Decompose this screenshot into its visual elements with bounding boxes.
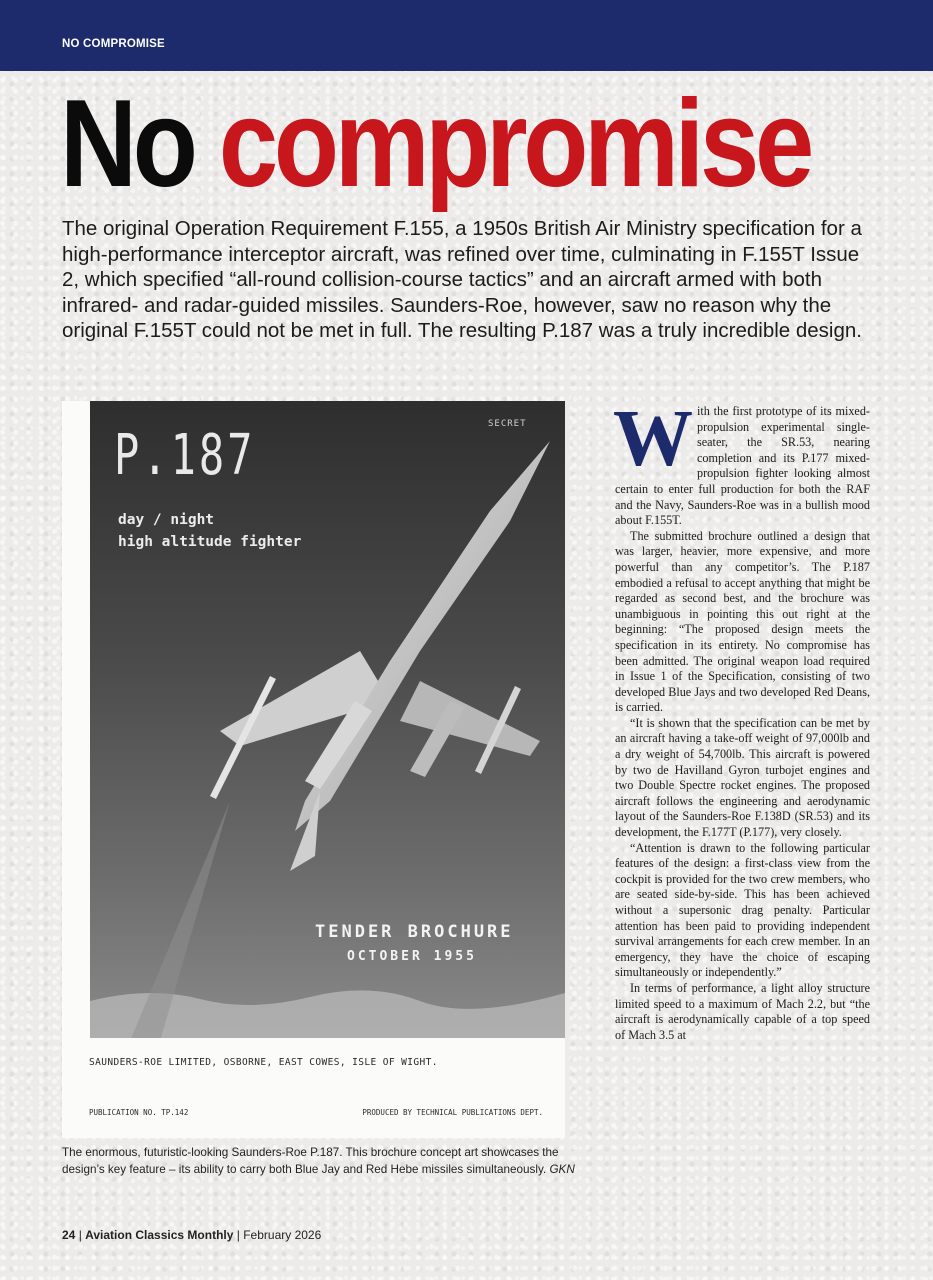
body-paragraph-1-text: ith the first prototype of its mixed-propulsion experimental single-seater, the SR.53, nearing completion and its P.177 mixed-propulsion fighter looking almost certain to enter full production for both the RAF and the Navy, Saunders-Roe was in a bullish mood about F.155T. <box>615 404 870 528</box>
tender-brochure-label: TENDER BROCHURE <box>315 922 514 942</box>
header-bar <box>0 0 933 71</box>
body-paragraph-5: In terms of performance, a light alloy structure limited speed to a maximum of Mach 2.2, but “the aircraft is aerodynamically capable of a top speed of Mach 3.5 at <box>615 980 870 1042</box>
brochure-date: OCTOBER 1955 <box>347 949 477 964</box>
magazine-name: Aviation Classics Monthly <box>85 1228 234 1242</box>
body-paragraph-1 <box>613 395 870 529</box>
body-paragraph-3: “It is shown that the specification can be met by an aircraft having a take-off weight of 97,000lb and a dry weight of 54,700lb. This aircraft is powered by two de Havilland Gyron turbojet engines and two Double Spectre rocket engines. The proposed aircraft follows the engineering and aerodynamic layout of the Saunders-Roe F.138D (SR.53) and its development, the F.177T (P.177), very closely. <box>615 715 870 840</box>
headline <box>60 74 810 214</box>
headline-word-no: No <box>60 75 194 213</box>
publication-number: PUBLICATION NO. TP.142 <box>89 1108 189 1117</box>
page-footer <box>62 1228 321 1242</box>
section-label: NO COMPROMISE <box>62 38 165 50</box>
body-paragraph-4: “Attention is drawn to the following particular features of the design: a first-class view from the cockpit is provided for the two crew members, who are seated side-by-side. This has been achieved without a supersonic drag penalty. Particular attention has been paid to providing independent survival arrangements for each crew member. In an emergency, they have the choice of escaping simultaneously or independently.” <box>615 840 870 980</box>
footer-separator-2: | <box>233 1228 244 1242</box>
brochure-subtitle-line1: day / night <box>118 512 215 528</box>
produced-by: PRODUCED BY TECHNICAL PUBLICATIONS DEPT. <box>362 1108 543 1117</box>
brochure-title: P.187 <box>114 423 256 488</box>
figure-caption <box>62 1144 582 1178</box>
caption-text: The enormous, futuristic-looking Saunders-Roe P.187. This brochure concept art showcases the design’s key feature – its ability to carry both Blue Jay and Red Hebe missiles simultaneously. <box>62 1146 559 1176</box>
body-paragraph-2: The submitted brochure outlined a design that was larger, heavier, more expensive, and more powerful than any competitor’s. The P.187 embodied a refusal to accept anything that might be regarded as second best, and the brochure was unambiguous in pointing this out right at the beginning: “The proposed design meets the specification in its entirety. No compromise has been admitted. The original weapon load required in Issue 1 of the Specification, consisting of two developed Blue Jays and two developed Red Deans, is carried. <box>615 528 870 715</box>
article-body <box>613 395 870 1043</box>
page-number: 24 <box>62 1228 76 1242</box>
caption-credit: GKN <box>549 1163 575 1176</box>
brochure-figure <box>62 401 565 1138</box>
footer-separator-1: | <box>75 1228 86 1242</box>
drop-cap: W <box>613 395 693 483</box>
standfirst: The original Operation Requirement F.155, a 1950s British Air Ministry specification for a high-performance interceptor aircraft, was refined over time, culminating in F.155T Issue 2, which specified “all-round collision-course tactics” and an aircraft armed with both infrared- and radar-guided missiles. Saunders-Roe, however, saw no reason why the original F.155T could not be met in full. The resulting P.187 was a truly incredible design. <box>62 217 862 342</box>
issue-date: February 2026 <box>243 1228 322 1242</box>
aircraft-illustration <box>90 401 565 1038</box>
secret-stamp: SECRET <box>488 419 527 429</box>
brochure-address: SAUNDERS-ROE LIMITED, OSBORNE, EAST COWES, ISLE OF WIGHT. <box>89 1057 438 1068</box>
brochure-artwork <box>90 401 565 1038</box>
brochure-subtitle-line2: high altitude fighter <box>118 534 302 550</box>
headline-word-compromise: compromise <box>218 75 811 213</box>
